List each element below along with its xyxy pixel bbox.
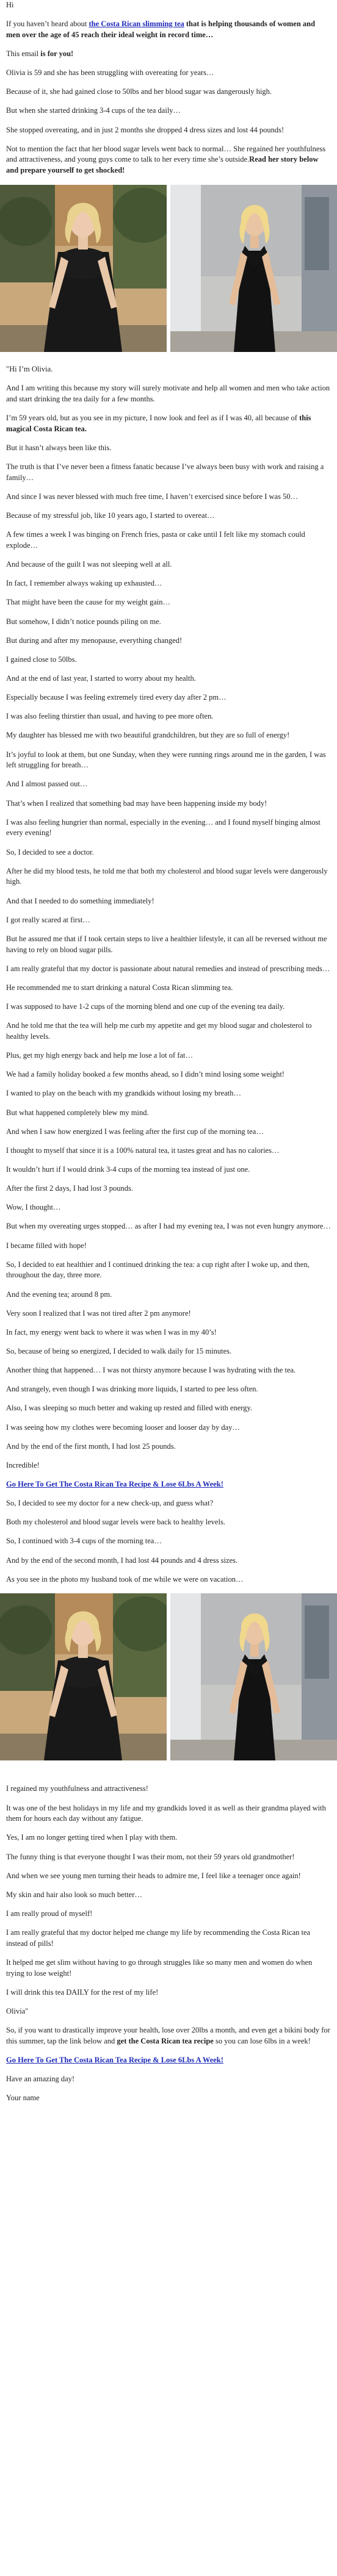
story-paragraph: Incredible! <box>6 1460 40 1469</box>
story-paragraph: So, I decided to eat healthier and I continued drinking the tea: a cup right after I woke up, and then, throughout the day, three more. <box>6 1260 310 1280</box>
story-paragraph: My skin and hair also look so much better… <box>6 1890 142 1899</box>
story-paragraph: Also, I was sleeping so much better and waking up rested and filled with energy. <box>6 1404 253 1413</box>
costa-rican-link[interactable]: the Costa Rican slimming tea <box>89 20 184 29</box>
story-paragraph: It wouldn’t hurt if I would drink 3-4 cups of the morning tea instead of just one. <box>6 1164 250 1174</box>
story-paragraph: I got really scared at first… <box>6 915 90 924</box>
intro-paragraph: Not to mention the fact that her blood sugar levels went back to normal… She regained her youthfulness and attractiveness, and young guys come to talk to her every time she’s outside.Read her story below and prepare yourself to get shocked! <box>6 144 326 175</box>
story-paragraph: But what happened completely blew my mind. <box>6 1108 149 1117</box>
story-paragraph: Olivia" <box>6 2007 29 2016</box>
story-paragraph: I will drink this tea DAILY for the rest of my life! <box>6 1987 159 1997</box>
story-paragraph: After he did my blood tests, he told me that both my cholesterol and blood sugar levels were dangerously high. <box>6 866 328 886</box>
story-paragraph: And because of the guilt I was not sleeping well at all. <box>6 560 172 569</box>
story-paragraph: That might have been the cause for my weight gain… <box>6 598 171 607</box>
story-paragraph: We had a family holiday booked a few months ahead, so I didn’t mind losing some weight! <box>6 1070 284 1079</box>
story-paragraph: But when my overeating urges stopped… as after I had my evening tea, I was not even hungry anymore… <box>6 1222 331 1231</box>
intro-paragraph: But when she started drinking 3-4 cups of the tea daily… <box>6 106 181 115</box>
story-paragraph: So, if you want to drastically improve your health, lose over 20lbs a month, and even get a bikini body for this summer, tap the link below and get the Costa Rican tea recipe so you can lose 6lbs in a week! <box>6 2026 330 2045</box>
story-paragraph: Very soon I realized that I was not tired after 2 pm anymore! <box>6 1308 191 1318</box>
story-paragraph: I thought to myself that since it is a 100% natural tea, it tastes great and has no calories… <box>6 1146 280 1155</box>
intro-paragraph: Olivia is 59 and she has been struggling with overeating for years… <box>6 68 214 77</box>
story-section-end <box>0 1773 337 2104</box>
story-paragraph: I’m 59 years old, but as you see in my picture, I now look and feel as if I was 40, all because of this magical Costa Rican tea. <box>6 414 311 433</box>
story-paragraph: A few times a week I was binging on French fries, pasta or cake until I felt like my stomach could explode… <box>6 530 305 550</box>
photo-after <box>170 1593 337 1760</box>
story-paragraph <box>6 2055 331 2066</box>
story-paragraph: So, I decided to see my doctor for a new check-up, and guess what? <box>6 1499 214 1508</box>
story-paragraph: Wow, I thought… <box>6 1203 61 1212</box>
story-paragraph: Yes, I am no longer getting tired when I play with them. <box>6 1833 178 1842</box>
intro-paragraph: If you haven’t heard about the Costa Rican slimming tea that is helping thousands of women and men over the age of 45 reach their ideal weight in record time… <box>6 20 316 39</box>
story-paragraph: In fact, I remember always waking up exhausted… <box>6 579 162 588</box>
photo-before <box>0 1593 167 1760</box>
story-paragraph: It’s joyful to look at them, but one Sunday, when they were running rings around me in the garden, I was left struggling for breath… <box>6 750 326 770</box>
story-paragraph: And I am writing this because my story will surely motivate and help all women and men who take action and start drinking the tea daily for a few months. <box>6 384 330 403</box>
story-paragraph: And he told me that the tea will help me curb my appetite and get my blood sugar and cholesterol to healthy levels. <box>6 1021 312 1041</box>
story-paragraph: I regained my youthfulness and attractiveness! <box>6 1784 148 1793</box>
story-paragraph: Have an amazing day! <box>6 2075 75 2084</box>
story-paragraph: But it hasn’t always been like this. <box>6 443 112 452</box>
intro-paragraph: Hi <box>6 1 14 9</box>
story-paragraph: Your name <box>6 2093 40 2103</box>
story-paragraph: The funny thing is that everyone thought I was their mom, not their 59 years old grandmother! <box>6 1852 295 1861</box>
story-paragraph: So, because of being so energized, I decided to walk daily for 15 minutes. <box>6 1346 232 1355</box>
story-paragraph: After the first 2 days, I had lost 3 pounds. <box>6 1184 133 1193</box>
story-paragraph <box>6 1479 331 1490</box>
story-paragraph: I was seeing how my clothes were becoming looser and looser day by day… <box>6 1423 240 1432</box>
story-paragraph: I am really grateful that my doctor is passionate about natural remedies and instead of prescribing meds… <box>6 964 330 973</box>
story-paragraph: He recommended me to start drinking a natural Costa Rican slimming tea. <box>6 983 233 992</box>
story-paragraph: And when we see young men turning their heads to admire me, I feel like a teenager once again! <box>6 1871 301 1880</box>
photo-after <box>170 185 337 352</box>
story-paragraph: And when I saw how energized I was feeling after the first cup of the morning tea… <box>6 1127 264 1136</box>
story-paragraph: I was supposed to have 1-2 cups of the morning blend and one cup of the evening tea daily. <box>6 1002 285 1011</box>
story-paragraph: And the evening tea; around 8 pm. <box>6 1290 112 1299</box>
story-paragraph: So, I decided to see a doctor. <box>6 847 94 856</box>
story-paragraph: But during and after my menopause, everything changed! <box>6 636 183 645</box>
story-paragraph: I wanted to play on the beach with my grandkids without losing my breath… <box>6 1089 241 1098</box>
story-paragraph: But somehow, I didn’t notice pounds piling on me. <box>6 617 161 626</box>
story-paragraph: As you see in the photo my husband took of me while we were on vacation… <box>6 1574 244 1584</box>
story-paragraph: Another thing that happened… I was not thirsty anymore because I was hydrating with the tea. <box>6 1366 296 1375</box>
story-paragraph: And that I needed to do something immediately! <box>6 896 154 905</box>
story-paragraph: But he assured me that if I took certain steps to live a healthier lifestyle, it can all be reversed without me having to rely on blood sugar pills. <box>6 934 327 954</box>
story-paragraph: I gained close to 50lbs. <box>6 655 77 664</box>
story-paragraph: And at the end of last year, I started to worry about my health. <box>6 673 196 683</box>
intro-section <box>0 0 337 176</box>
intro-paragraph: She stopped overeating, and in just 2 months she dropped 4 dress sizes and lost 44 pounds! <box>6 125 284 134</box>
story-paragraph: I was also feeling thirstier than usual, and having to pee more often. <box>6 712 214 721</box>
story-paragraph: And by the end of the first month, I had lost 25 pounds. <box>6 1441 176 1451</box>
story-paragraph: Both my cholesterol and blood sugar levels were back to healthy levels. <box>6 1518 225 1527</box>
photo-pair-vacation <box>0 1593 337 1760</box>
story-paragraph: I am really grateful that my doctor helped me change my life by recommending the Costa Rican tea instead of pills! <box>6 1928 311 1948</box>
story-paragraph: So, I continued with 3-4 cups of the morning tea… <box>6 1537 162 1546</box>
cta-link-1[interactable]: Go Here To Get The Costa Rican Tea Recipe & Lose 6Lbs A Week! <box>6 1479 223 1488</box>
story-paragraph: I was also feeling hungrier than normal, especially in the evening… and I found myself binging almost every evening! <box>6 817 321 838</box>
story-paragraph: I became filled with hope! <box>6 1241 87 1250</box>
story-paragraph: And by the end of the second month, I had lost 44 pounds and 4 dress sizes. <box>6 1555 238 1565</box>
story-section <box>0 364 337 1585</box>
story-paragraph: The truth is that I’ve never been a fitness fanatic because I’ve always been busy with work and raising a family… <box>6 462 324 482</box>
story-paragraph: And since I was never blessed with much free time, I haven’t exercised since before I was 50… <box>6 492 299 501</box>
story-paragraph: Because of my stressful job, like 10 years ago, I started to overeat… <box>6 511 215 520</box>
story-paragraph: It was one of the best holidays in my life and my grandkids loved it as well as their grandma played with them for hours each day without any fatigue. <box>6 1803 326 1823</box>
story-paragraph: And strangely, even though I was drinking more liquids, I started to pee less often. <box>6 1385 258 1394</box>
story-paragraph: Especially because I was feeling extremely tired every day after 2 pm… <box>6 693 226 702</box>
story-paragraph: I am really proud of myself! <box>6 1909 93 1918</box>
story-paragraph: In fact, my energy went back to where it was when I was in my 40’s! <box>6 1327 217 1336</box>
cta-link-2[interactable]: Go Here To Get The Costa Rican Tea Recipe & Lose 6Lbs A Week! <box>6 2056 223 2065</box>
story-paragraph: And I almost passed out… <box>6 780 88 789</box>
story-paragraph: That’s when I realized that something bad may have been happening inside my body! <box>6 798 267 808</box>
intro-paragraph: This email is for you! <box>6 49 74 59</box>
story-paragraph: It helped me get slim without having to go through struggles like so many men and women do when trying to lose weight! <box>6 1958 313 1978</box>
story-paragraph: Plus, get my high energy back and help me lose a lot of fat… <box>6 1051 193 1060</box>
photo-pair-before-after <box>0 185 337 352</box>
intro-paragraph: Because of it, she had gained close to 50lbs and her blood sugar was dangerously high. <box>6 87 272 96</box>
story-paragraph: My daughter has blessed me with two beautiful grandchildren, but they are so full of energy! <box>6 731 290 740</box>
story-paragraph: "Hi I’m Olivia. <box>6 364 53 373</box>
photo-before <box>0 185 167 352</box>
